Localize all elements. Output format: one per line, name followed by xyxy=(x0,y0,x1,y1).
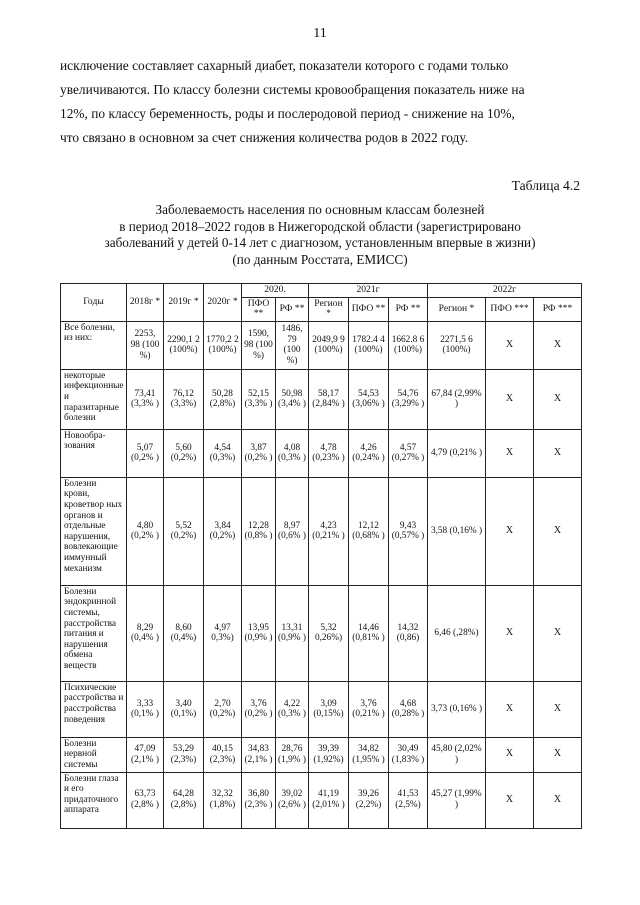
morbidity-table xyxy=(60,283,582,829)
table-title-line: в период 2018–2022 годов в Нижегородской области (зарегистрировано xyxy=(119,218,521,234)
table-row xyxy=(61,477,582,585)
table-cell: 1590, 98 (100 %) xyxy=(242,321,276,369)
table-cell: 4,57 (0,27% ) xyxy=(389,429,428,477)
table-cell: 54,76 (3,29% ) xyxy=(389,369,428,429)
table-cell: 41,53 (2,5%) xyxy=(389,772,428,828)
subheader-cell: РФ *** xyxy=(534,297,582,321)
table-cell: 4,08 (0,3% ) xyxy=(276,429,309,477)
table-cell: 2,70 (0,2%) xyxy=(204,681,242,737)
table-cell: 4,68 (0,28% ) xyxy=(389,681,428,737)
table-cell: X xyxy=(486,772,534,828)
table-cell: 41,19 (2,01% ) xyxy=(309,772,349,828)
table-row xyxy=(61,585,582,681)
table-cell: 8,29 (0,4% ) xyxy=(127,585,164,681)
header-2020: 2020. xyxy=(242,284,309,298)
table-cell: 2290,1 2 (100%) xyxy=(164,321,204,369)
table-cell: 34,82 (1,95% ) xyxy=(349,737,389,772)
subheader-cell: РФ ** xyxy=(389,297,428,321)
row-disease-class: Болезни эндокринной системы, расстройства питания и нарушения обмена веществ xyxy=(61,585,127,681)
subheader-cell: ПФО ** xyxy=(349,297,389,321)
paragraph-line: исключение составляет сахарный диабет, показатели которого с годами только xyxy=(60,58,509,73)
table-cell: 30,49 (1,83% ) xyxy=(389,737,428,772)
header-2021: 2021г xyxy=(309,284,428,298)
table-cell: 47,09 (2,1% ) xyxy=(127,737,164,772)
table-title-line: (по данным Росстата, ЕМИСС) xyxy=(232,251,408,267)
table-cell: X xyxy=(486,429,534,477)
table-cell: 3,73 (0,16% ) xyxy=(428,681,486,737)
table-cell: 63,73 (2,8% ) xyxy=(127,772,164,828)
page-number: 11 xyxy=(313,26,327,41)
table-row xyxy=(61,369,582,429)
table-cell: 53,29 (2,3%) xyxy=(164,737,204,772)
table-cell: 2271,5 6 (100%) xyxy=(428,321,486,369)
table-cell: X xyxy=(486,585,534,681)
table-cell: 50,98 (3,4% ) xyxy=(276,369,309,429)
table-cell: X xyxy=(534,737,582,772)
table-cell: 1782.4 4 (100%) xyxy=(349,321,389,369)
table-cell: X xyxy=(486,681,534,737)
row-disease-class: Психические расстройства и расстройства поведения xyxy=(61,681,127,737)
table-cell: 5,32 0,26%) xyxy=(309,585,349,681)
table-cell: 4,54 (0,3%) xyxy=(204,429,242,477)
table-cell: 3,84 (0,2%) xyxy=(204,477,242,585)
table-cell: 39,26 (2,2%) xyxy=(349,772,389,828)
table-cell: 36,80 (2,3% ) xyxy=(242,772,276,828)
subheader-cell: ПФО ** xyxy=(242,297,276,321)
table-cell: 39,02 (2,6% ) xyxy=(276,772,309,828)
body-paragraph xyxy=(60,54,580,150)
header-2019: 2019г * xyxy=(164,284,204,322)
table-cell: 4,23 (0,21% ) xyxy=(309,477,349,585)
table-cell: 39,39 (1,92%) xyxy=(309,737,349,772)
row-disease-class: некоторые инфекционные и паразитарные болезни xyxy=(61,369,127,429)
subheader-cell: Регион * xyxy=(428,297,486,321)
table-title xyxy=(60,202,580,268)
table-cell: X xyxy=(534,772,582,828)
row-disease-class: Все болезни, из них: xyxy=(61,321,127,369)
table-cell: 50,28 (2,8%) xyxy=(204,369,242,429)
table-cell: 5,60 (0,2%) xyxy=(164,429,204,477)
table-cell: 4,26 (0,24% ) xyxy=(349,429,389,477)
table-cell: 54,53 (3,06% ) xyxy=(349,369,389,429)
row-disease-class: Болезни нервной системы xyxy=(61,737,127,772)
table-cell: 3,87 (0,2% ) xyxy=(242,429,276,477)
table-cell: 4,79 (0,21% ) xyxy=(428,429,486,477)
table-cell: X xyxy=(486,369,534,429)
table-cell: 2049,9 9 (100%) xyxy=(309,321,349,369)
table-cell: 12,12 (0,68% ) xyxy=(349,477,389,585)
table-cell: 4,80 (0,2% ) xyxy=(127,477,164,585)
table-row xyxy=(61,321,582,369)
table-cell: 52,15 (3,3% ) xyxy=(242,369,276,429)
table-cell: 5,07 (0,2% ) xyxy=(127,429,164,477)
subheader-cell: ПФО *** xyxy=(486,297,534,321)
table-cell: 45,27 (1,99% ) xyxy=(428,772,486,828)
table-cell: 3,58 (0,16% ) xyxy=(428,477,486,585)
header-2020-region: 2020г * xyxy=(204,284,242,322)
table-cell: 5,52 (0,2%) xyxy=(164,477,204,585)
table-cell: 67,84 (2,99% ) xyxy=(428,369,486,429)
table-cell: 1486, 79 (100 %) xyxy=(276,321,309,369)
table-cell: 8,60 (0,4%) xyxy=(164,585,204,681)
table-row xyxy=(61,681,582,737)
table-row xyxy=(61,429,582,477)
table-cell: 3,33 (0,1% ) xyxy=(127,681,164,737)
table-cell: 3,76 (0,21% ) xyxy=(349,681,389,737)
row-disease-class: Болезни крови, кроветвор ных органов и отдельные нарушения, вовлекающие иммунный механизм xyxy=(61,477,127,585)
table-row xyxy=(61,737,582,772)
table-cell: 45,80 (2,02% ) xyxy=(428,737,486,772)
table-title-line: Заболеваемость населения по основным классам болезней xyxy=(155,202,485,217)
table-cell: 76,12 (3,3%) xyxy=(164,369,204,429)
table-cell: X xyxy=(534,681,582,737)
table-cell: X xyxy=(486,477,534,585)
table-cell: 8,97 (0,6% ) xyxy=(276,477,309,585)
table-cell: 14,32 (0,86) xyxy=(389,585,428,681)
table-cell: 64,28 (2,8%) xyxy=(164,772,204,828)
table-cell: 32,32 (1,8%) xyxy=(204,772,242,828)
table-cell: 1770,2 2 (100%) xyxy=(204,321,242,369)
table-cell: 1662.8 6 (100%) xyxy=(389,321,428,369)
paragraph-line: увеличиваются. По классу болезни системы кровообращения показатель ниже на xyxy=(60,82,525,97)
paragraph-line: 12%, по классу беременность, роды и послеродовой период - снижение на 10%, xyxy=(60,106,515,121)
table-cell: 40,15 (2,3%) xyxy=(204,737,242,772)
table-header-row xyxy=(61,284,582,298)
table-cell: 14,46 (0,81% ) xyxy=(349,585,389,681)
table-cell: 4,78 (0,23% ) xyxy=(309,429,349,477)
table-cell: X xyxy=(534,321,582,369)
table-cell: X xyxy=(486,321,534,369)
table-cell: X xyxy=(534,477,582,585)
table-cell: X xyxy=(486,737,534,772)
table-cell: 13,95 (0,9% ) xyxy=(242,585,276,681)
table-cell: 34,83 (2,1% ) xyxy=(242,737,276,772)
table-cell: 4,97 0,3%) xyxy=(204,585,242,681)
table-title-line: заболеваний у детей 0-14 лет с диагнозом, установленным впервые в жизни) xyxy=(104,235,536,250)
row-disease-class: Новообра- зования xyxy=(61,429,127,477)
paragraph-line: что связано в основном за счет снижения количества родов в 2022 году. xyxy=(60,130,469,145)
table-cell: 3,76 (0,2% ) xyxy=(242,681,276,737)
table-number: Таблица 4.2 xyxy=(511,178,580,193)
header-2018: 2018г * xyxy=(127,284,164,322)
header-years: Годы xyxy=(61,284,127,322)
table-cell: X xyxy=(534,369,582,429)
table-cell: 9,43 (0,57% ) xyxy=(389,477,428,585)
table-cell: 12,28 (0,8% ) xyxy=(242,477,276,585)
table-cell: X xyxy=(534,429,582,477)
table-cell: 58,17 (2,84% ) xyxy=(309,369,349,429)
table-cell: 3,09 (0,15%) xyxy=(309,681,349,737)
table-row xyxy=(61,772,582,828)
table-cell: 2253, 98 (100 %) xyxy=(127,321,164,369)
table-cell: 13,31 (0,9% ) xyxy=(276,585,309,681)
header-2022: 2022г xyxy=(428,284,582,298)
row-disease-class: Болезни глаза и его придаточного аппарата xyxy=(61,772,127,828)
table-cell: 6,46 (,28%) xyxy=(428,585,486,681)
table-cell: 73,41 (3,3% ) xyxy=(127,369,164,429)
table-cell: X xyxy=(534,585,582,681)
subheader-cell: Регион * xyxy=(309,297,349,321)
table-cell: 3,40 (0,1%) xyxy=(164,681,204,737)
subheader-cell: РФ ** xyxy=(276,297,309,321)
table-cell: 28,76 (1,9% ) xyxy=(276,737,309,772)
table-cell: 4,22 (0,3% ) xyxy=(276,681,309,737)
